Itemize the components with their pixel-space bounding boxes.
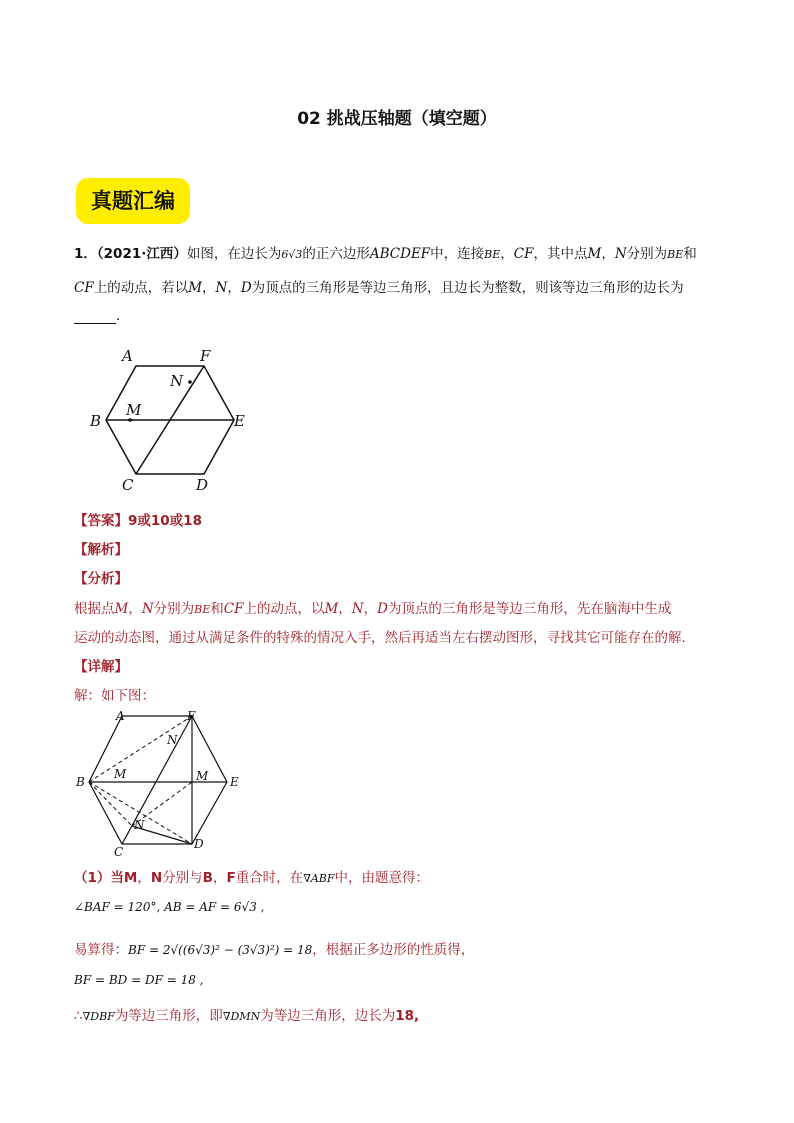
label-n-lower: N [134, 818, 145, 832]
fenxi-label: 【分析】 [74, 571, 128, 587]
label-d: D [194, 837, 204, 851]
text: ， [500, 246, 514, 262]
math-var: CF [513, 246, 534, 262]
equation-2 [74, 938, 474, 958]
label-n-upper: N [167, 733, 178, 747]
text: 易算得： [74, 942, 128, 958]
solution-intro: 解：如下图： [74, 688, 155, 704]
math-var: BE [194, 603, 211, 616]
detail-label: 【详解】 [74, 659, 128, 675]
label-f: F [187, 709, 196, 723]
label-m-right: M [196, 769, 209, 783]
text: ， [128, 601, 142, 617]
math-var: D [377, 601, 388, 617]
label-e: E [234, 412, 245, 430]
text: 和 [210, 601, 224, 617]
answer-blank [74, 312, 116, 324]
question-number: 1． [74, 246, 97, 262]
text: F [226, 870, 236, 886]
dashed-bd [89, 782, 192, 844]
math-var: N [141, 601, 154, 617]
label-b: B [90, 412, 102, 430]
text: ， [212, 870, 227, 886]
text: M [123, 870, 138, 886]
text: 如图，在边长为 [186, 246, 282, 262]
label-d: D [196, 476, 209, 492]
segment-cf [122, 716, 192, 844]
question-line-3 [74, 304, 130, 324]
math-var: CF [74, 280, 94, 296]
text: 为等边三角形，边长为 [260, 1008, 396, 1024]
text: ， [227, 280, 241, 296]
case-1-line [74, 866, 429, 886]
text: 分别为 [153, 601, 195, 617]
math-value: 6√3 [281, 248, 303, 261]
math-var: M [324, 601, 339, 617]
text: 为顶点的三角形是等边三角形，先在脑海中生成 [387, 601, 672, 617]
text: 上的动点，若以 [93, 280, 189, 296]
label-b: B [76, 775, 85, 789]
text: （1）当 [74, 870, 124, 886]
math-var: CF [223, 601, 244, 617]
text: 分别为 [626, 246, 668, 262]
label-a: A [122, 347, 133, 365]
math-var: M [188, 280, 203, 296]
text: 分别与 [162, 870, 203, 886]
dashed-bf [89, 716, 192, 782]
math-expression: BF = 2√((6√3)² − (3√3)²) = 18 [128, 943, 313, 957]
text: ． [116, 308, 130, 324]
section-badge: 真题汇编 [76, 178, 190, 224]
text: 根据点 [74, 601, 115, 617]
hexagon-figure-2 [72, 706, 252, 856]
label-e: E [230, 775, 239, 789]
question-line-2 [74, 276, 684, 296]
answer-line [74, 509, 202, 529]
text: , [414, 1008, 420, 1024]
fenxi-line-2: 运动的动态图，通过从满足条件的特殊的情况入手，然后再适当左右摆动图形，寻找其它可能存在的解． [74, 630, 695, 646]
math-var: N [215, 280, 228, 296]
label-m: M [126, 401, 142, 419]
text: 中，由题意得： [334, 870, 430, 886]
math-var: ∇DMN [222, 1010, 261, 1023]
text: 为等边三角形，即 [114, 1008, 223, 1024]
math-var: BE [667, 248, 684, 261]
math-var: N [351, 601, 364, 617]
label-m-left: M [114, 767, 127, 781]
question-line-1 [74, 242, 697, 262]
label-c: C [114, 845, 124, 856]
text: N [150, 870, 163, 886]
text: ， [363, 601, 378, 617]
answer-label: 【答案】 [74, 513, 128, 529]
equation-1: ∠BAF = 120°, AB = AF = 6√3 , [74, 900, 265, 914]
math-var: N [614, 246, 627, 262]
answer-value: 9或10或18 [128, 513, 202, 529]
text: ， [601, 246, 615, 262]
text: 18 [395, 1008, 414, 1024]
text: B [202, 870, 213, 886]
math-var: BE [484, 248, 501, 261]
math-var: M [114, 601, 129, 617]
analysis-label: 【解析】 [74, 542, 128, 558]
math-var: ∇ABF [303, 872, 335, 885]
label-f: F [200, 347, 211, 365]
text: 重合时，在 [235, 870, 304, 886]
text: ， [338, 601, 352, 617]
fenxi-line-1 [74, 597, 671, 617]
text: 中，连接 [430, 246, 485, 262]
text: ， [202, 280, 216, 296]
question-source: （2021·江西） [96, 246, 187, 262]
text: ，其中点 [533, 246, 588, 262]
point-n [188, 380, 192, 384]
label-a: A [116, 709, 125, 723]
math-var: M [587, 246, 602, 262]
text: 为顶点的三角形是等边三角形，且边长为整数，则该等边三角形的边长为 [251, 280, 684, 296]
page-title: 02 挑战压轴题（填空题） [297, 109, 497, 129]
equation-3: BF = BD = DF = 18 , [74, 973, 204, 987]
text: ，根据正多边形的性质得， [312, 942, 475, 958]
math-var: D [240, 280, 252, 296]
text: 上的动点，以 [243, 601, 325, 617]
conclusion-line [74, 1004, 419, 1024]
text: 的正六边形 [302, 246, 370, 262]
label-n: N [170, 372, 184, 390]
math-var: ABCDEF [369, 246, 431, 262]
math-var: ∇DBF [82, 1010, 115, 1023]
text: 和 [683, 246, 697, 262]
text: ∴ [74, 1008, 83, 1024]
hexagon-figure-1 [84, 342, 254, 492]
text: ， [137, 870, 151, 886]
label-c: C [122, 476, 134, 492]
